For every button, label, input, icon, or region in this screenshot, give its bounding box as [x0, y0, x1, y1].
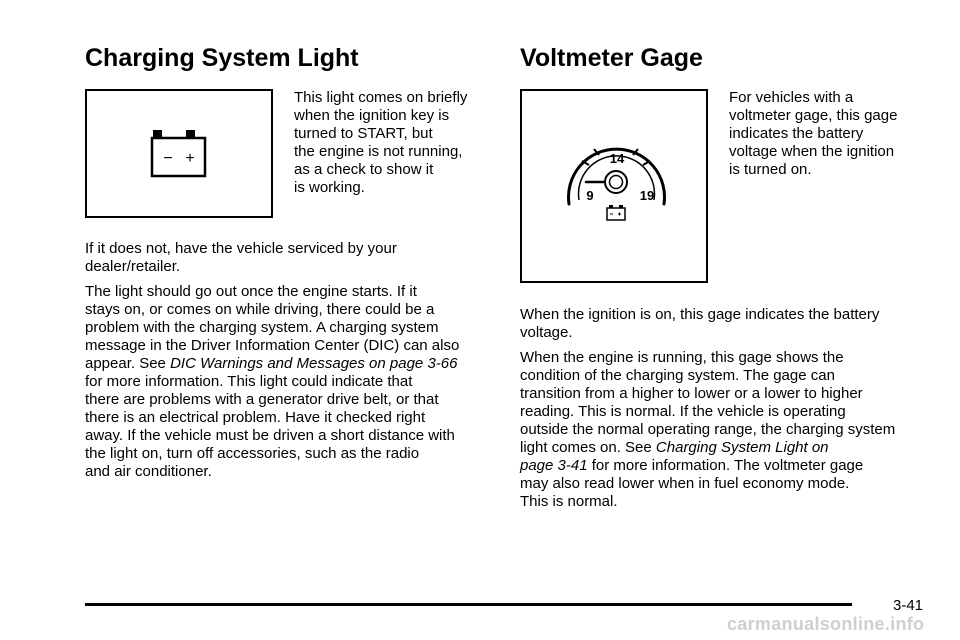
voltmeter-paragraph-1: [520, 306, 879, 342]
text-line: problem with the charging system. A charging system: [85, 319, 439, 336]
text-line: voltmeter gage, this gage: [729, 107, 898, 124]
text-line: voltage.: [520, 324, 573, 341]
text-line: the engine is not running,: [294, 143, 463, 160]
dic-warnings-reference-link[interactable]: DIC Warnings and Messages on page 3-66: [170, 355, 458, 372]
voltmeter-gauge-figure: [520, 89, 708, 283]
battery-minus-sign: −: [163, 150, 173, 167]
text-line: message in the Driver Information Center (DIC) can also: [85, 337, 460, 354]
charging-light-paragraph-1: [85, 240, 397, 276]
text-line: may also read lower when in fuel economy mode.: [520, 475, 850, 492]
text-line: This is normal.: [520, 493, 618, 510]
text-line: For vehicles with a: [729, 89, 854, 106]
text-line: is working.: [294, 179, 365, 196]
text-line: When the engine is running, this gage shows the: [520, 349, 844, 366]
text-line: transition from a higher to lower or a lower to higher: [520, 385, 863, 402]
text-line: [520, 439, 895, 457]
text-line: stays on, or comes on while driving, there could be a: [85, 301, 435, 318]
text-line: and air conditioner.: [85, 463, 212, 480]
gauge-label-14: 14: [609, 151, 625, 166]
gauge-label-9: 9: [586, 188, 594, 203]
text-line: for more information. This light could indicate that: [85, 373, 413, 390]
voltmeter-gage-heading: Voltmeter Gage: [520, 44, 703, 72]
charging-light-paragraph-2: [85, 283, 459, 481]
charging-light-intro: [294, 89, 467, 197]
text-line: there is an electrical problem. Have it checked right: [85, 409, 426, 426]
text-line: the light on, turn off accessories, such as the radio: [85, 445, 420, 462]
text-line: reading. This is normal. If the vehicle is operating: [520, 403, 846, 420]
text-line: This light comes on briefly: [294, 89, 468, 106]
text-line: outside the normal operating range, the charging system: [520, 421, 896, 438]
gauge-battery-icon: [607, 205, 625, 220]
watermark: carmanualsonline.info: [727, 614, 925, 634]
text-line: indicates the battery: [729, 125, 864, 142]
voltmeter-paragraph-2: [520, 349, 895, 511]
voltmeter-intro: [729, 89, 897, 179]
text-line: When the ignition is on, this gage indicates the battery: [520, 306, 880, 323]
text-line: [520, 457, 895, 475]
voltmeter-gauge-icon: [522, 91, 706, 281]
text-line: as a check to show it: [294, 161, 434, 178]
battery-plus-sign: +: [185, 150, 195, 167]
charging-system-light-reference-link[interactable]: Charging System Light on: [655, 439, 829, 456]
battery-icon: [87, 91, 271, 216]
text-line: condition of the charging system. The gage can: [520, 367, 835, 384]
footer-rule: [85, 603, 852, 606]
text-line: voltage when the ignition: [729, 143, 895, 160]
page-reference-link[interactable]: page 3-41: [520, 457, 588, 474]
text-line: dealer/retailer.: [85, 258, 181, 275]
text-line: The light should go out once the engine starts. If it: [85, 283, 417, 300]
text-segment: for more information. The voltmeter gage: [587, 457, 864, 474]
text-line: there are problems with a generator drive belt, or that: [85, 391, 439, 408]
text-line: [85, 355, 459, 373]
text-line: is turned on.: [729, 161, 812, 178]
text-segment: light comes on. See: [520, 439, 656, 456]
text-line: away. If the vehicle must be driven a short distance with: [85, 427, 455, 444]
text-segment: appear. See: [85, 355, 171, 372]
charging-light-figure: [85, 89, 273, 218]
gauge-label-19: 19: [639, 188, 655, 203]
text-line: If it does not, have the vehicle serviced by your: [85, 240, 397, 257]
charging-system-light-heading: Charging System Light: [85, 44, 359, 72]
page-number: 3-41: [893, 597, 924, 614]
text-line: turned to START, but: [294, 125, 433, 142]
text-line: when the ignition key is: [294, 107, 450, 124]
